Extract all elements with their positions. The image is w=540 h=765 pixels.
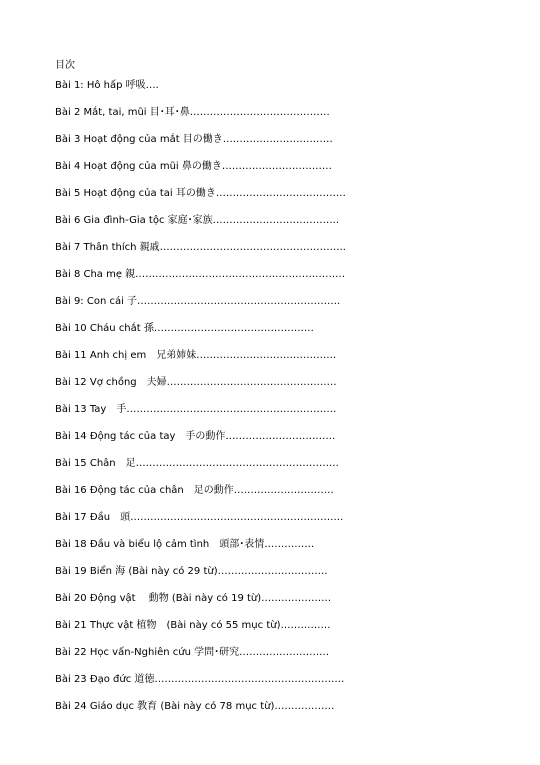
toc-entry-lesson-24: Bài 24 Giáo dục 教育 (Bài này có 78 mục từ)……………… [55, 701, 335, 712]
toc-entry-lesson-9: Bài 9: Con cái 子……………………………………………………. [55, 296, 341, 307]
toc-entry-lesson-10: Bài 10 Cháu chắt 孫………………………………………… [55, 323, 314, 334]
toc-entry-lesson-7: Bài 7 Thân thích 親戚……………………………………………….. [55, 242, 346, 253]
toc-entry-lesson-8: Bài 8 Cha mẹ 親……………………………………………………… [55, 269, 346, 280]
toc-entry-lesson-19: Bài 19 Biển 海 (Bài này có 29 từ)…………………………… [55, 566, 328, 577]
toc-entry-lesson-2: Bài 2 Mắt, tai, mũi 目･耳･鼻…………………………………… [55, 107, 330, 118]
toc-entry-lesson-5: Bài 5 Hoạt động của tai 耳の働き………………………………… [55, 188, 346, 199]
toc-entry-lesson-3: Bài 3 Hoạt động của mắt 目の働き…………………………… [55, 134, 333, 145]
toc-entry-lesson-13: Bài 13 Tay 手……………………………………………………… [55, 404, 337, 415]
toc-entry-lesson-12: Bài 12 Vợ chồng 夫婦…………………………………………… [55, 377, 337, 388]
toc-entry-lesson-15: Bài 15 Chân 足……………………………………………………. [55, 458, 339, 469]
toc-entry-lesson-18: Bài 18 Đầu và biểu lộ cảm tình 頭部･表情…………… [55, 539, 315, 550]
toc-entry-lesson-14: Bài 14 Động tác của tay 手の動作…………………………… [55, 431, 336, 442]
toc-entry-lesson-11: Bài 11 Anh chị em 兄弟姉妹…………………………………… [55, 350, 337, 361]
toc-entry-lesson-1: Bài 1: Hô hấp 呼吸…. [55, 80, 159, 91]
toc-list [55, 79, 495, 727]
toc-entry-lesson-17: Bài 17 Đầu 頭………………………………………………………. [55, 512, 344, 523]
toc-entry-lesson-22: Bài 22 Học vấn-Nghiên cứu 学問･研究……………………… [55, 647, 330, 658]
toc-entry-lesson-16: Bài 16 Động tác của chân 足の動作………………………… [55, 485, 334, 496]
toc-entry-lesson-23: Bài 23 Đạo đức 道徳………………………………………………… [55, 674, 345, 685]
toc-entry-lesson-20: Bài 20 Động vật 動物 (Bài này có 19 từ)………………… [55, 593, 332, 604]
toc-heading: 目次 [55, 60, 75, 71]
toc-entry-lesson-21: Bài 21 Thực vật 植物 (Bài này có 55 mục từ)…………… [55, 620, 331, 631]
toc-entry-lesson-6: Bài 6 Gia đình-Gia tộc 家庭･家族……………………………….. [55, 215, 340, 226]
toc-entry-lesson-4: Bài 4 Hoạt động của mũi 鼻の働き…………………………… [55, 161, 332, 172]
